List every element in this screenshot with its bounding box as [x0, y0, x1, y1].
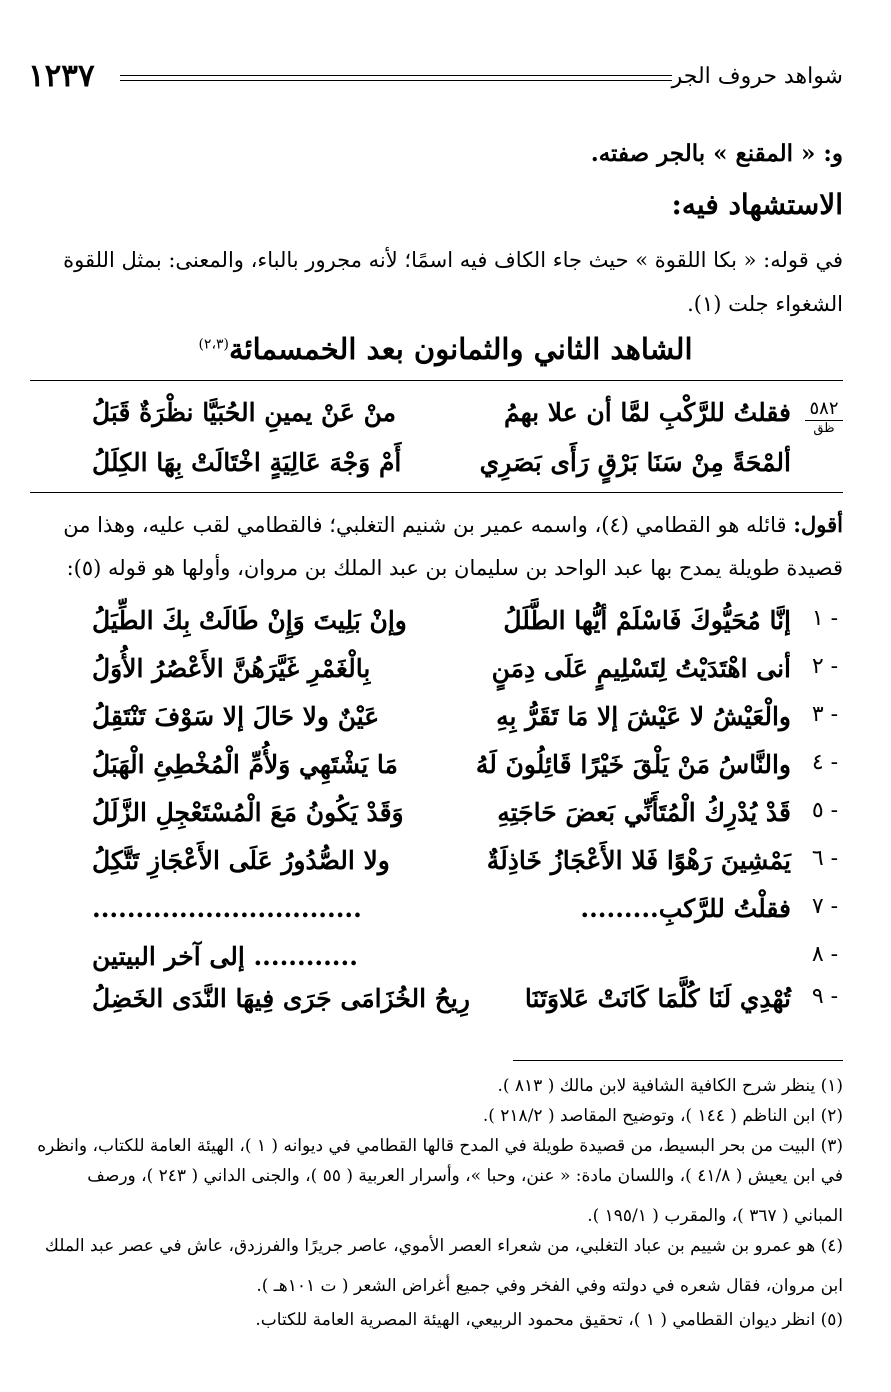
poem-line-number: ١ -: [811, 606, 839, 631]
poem-sadr: قَدْ يُدْرِكُ الْمُتَأَنِّي بَعضَ حَاجَتِهِ: [497, 798, 791, 827]
main-verse-2-sadr: ألمْحَةً مِنْ سَنَا بَرْقٍ رَأَى بَصَرِي: [479, 448, 791, 477]
poem-row: [0, 984, 891, 1024]
poem-row: [0, 798, 891, 838]
poem-line-number: ٣ -: [811, 702, 839, 727]
poem-row: [0, 846, 891, 886]
footnote-line: في ابن يعيش ( ٤١/٨ )، واللسان مادة: « عنن، وحبا »، وأسرار العربية ( ٥٥ )، والجنى الداني ( ٢٤٣ )، ورصف: [87, 1166, 843, 1186]
commentary-line-2: قصيدة طويلة يمدح بها عبد الواحد بن سليمان بن عبد الملك بن مروان، وأولها هو قوله (٥):: [66, 556, 843, 580]
poem-ajuz: وإنْ بَلِيتَ وَإِنْ طَالَتْ بِكَ الطِّيَلُ: [92, 606, 407, 635]
poem-sadr: فقلْتُ للرَّكبِ.........: [580, 894, 791, 923]
running-header-title: شواهد حروف الجر: [671, 64, 843, 89]
poem-line-number: ٩ -: [811, 984, 839, 1009]
poem-line-number: ٥ -: [811, 798, 839, 823]
poem-row: [0, 702, 891, 742]
verse-meter-tag: ظق: [813, 421, 835, 436]
poem-sadr: والْعَيْشُ لا عَيْشَ إلا مَا تَقَرُّ بِهِ: [496, 702, 791, 731]
poem-sadr: أنى اهْتَدَيْتُ لِتَسْلِيمٍ عَلَى دِمَنٍ: [491, 654, 791, 683]
header-rule-double: [120, 80, 672, 81]
istishhad-line-2: الشغواء جلت (١).: [687, 292, 843, 316]
poem-row: [0, 654, 891, 694]
poem-row: [0, 942, 891, 982]
poem-line-number: ٢ -: [811, 654, 839, 679]
poem-ajuz: ولا الصُّدُورُ عَلَى الأَعْجَازِ تَتَّكِلُ: [92, 846, 390, 875]
poem-row: [0, 606, 891, 646]
poem-sadr: إنَّا مُحَيُّوكَ فَاسْلَمْ أيُّها الطَّلَلُ: [503, 606, 791, 635]
poem-ajuz: ...............................: [92, 894, 362, 923]
page-number: ١٢٣٧: [28, 58, 95, 94]
shahid-title-text: الشاهد الثاني والثمانون بعد الخمسمائة: [228, 332, 693, 366]
footnote-line: (٤) هو عمرو بن شييم بن عباد التغلبي، من شعراء العصر الأموي، عاصر جريرًا والفرزدق، عاش في عصر عبد الملك: [44, 1236, 843, 1256]
poem-ajuz: ............ إلى آخر البيتين: [92, 942, 358, 971]
footnote-line: ابن مروان، فقال شعره في دولته وفي الفخر وفي جميع أغراض الشعر ( ت ١٠١هـ ).: [256, 1276, 843, 1296]
verse-number-block: [805, 398, 843, 436]
footnote-line: (١) ينظر شرح الكافية الشافية لابن مالك ( ٨١٣ ).: [497, 1076, 843, 1096]
commentary-line-1-text: قائله هو القطامي (٤)، واسمه عمير بن شنيم التغلبي؛ فالقطامي لقب عليه، وهذا من: [63, 513, 794, 537]
main-verse-1-sadr: فقلتُ للرَّكْبِ لمَّا أن علا بهمُ: [503, 398, 791, 427]
poem-line-number: ٦ -: [811, 846, 839, 871]
shahid-footnote-refs: (٢،٣): [198, 336, 229, 353]
verse-number: ٥٨٢: [805, 398, 843, 421]
poem-row: [0, 894, 891, 934]
footnote-line: (٥) انظر ديوان القطامي ( ١ )، تحقيق محمود الربيعي، الهيئة المصرية العامة للكتاب.: [255, 1310, 843, 1330]
poem-sadr: والنَّاسُ مَنْ يَلْقَ خَيْرًا قَائِلُونَ لَهُ: [475, 750, 791, 779]
header-rule: [120, 75, 672, 76]
poem-sadr: تُهْدِي لَنَا كُلَّمَا كَانَتْ عَلاوَتَنَا: [524, 984, 791, 1013]
poem-ajuz: مَا يَشْتَهِي وَلأُمِّ الْمُخْطِئِ الْهَبَلُ: [92, 750, 398, 779]
poem-ajuz: رِيحُ الخُزَامَى جَرَى فِيهَا النَّدَى الخَضِلُ: [92, 984, 470, 1013]
shahid-title: [0, 332, 891, 366]
footnote-separator: [513, 1060, 843, 1061]
poem-line-number: ٨ -: [811, 942, 839, 967]
footnote-line: (٢) ابن الناظم ( ١٤٤ )، وتوضيح المقاصد ( ٢١٨/٢ ).: [482, 1106, 843, 1126]
poem-line-number: ٧ -: [811, 894, 839, 919]
poem-ajuz: بِالْغَمْرِ غَيَّرَهُنَّ الأَعْصُرُ الأُوَلُ: [92, 654, 371, 683]
verse-box-top-rule: [30, 380, 843, 381]
poem-line-number: ٤ -: [811, 750, 839, 775]
poem-ajuz: عَيْنٌ ولا حَالَ إلا سَوْفَ تَنْتَقِلُ: [92, 702, 380, 731]
istishhad-line-1: في قوله: « بكا اللقوة » حيث جاء الكاف فيه اسمًا؛ لأنه مجرور بالباء، والمعنى: بمثل اللقوة: [63, 248, 843, 272]
verse-box-bottom-rule: [30, 492, 843, 493]
footnote-line: المباني ( ٣٦٧ )، والمقرب ( ١٩٥/١ ).: [587, 1206, 843, 1226]
footnote-line: (٣) البيت من بحر البسيط، من قصيدة طويلة في المدح قالها القطامي في ديوانه ( ١ )، الهيئة العامة للكتاب، وانظره: [37, 1136, 843, 1156]
commentary-line-1: [30, 512, 843, 537]
main-verse-2-ajuz: أَمْ وَجْهَ عَالِيَةٍ اخْتَالَتْ بِهَا الكِلَلُ: [92, 448, 402, 477]
poem-sadr: يَمْشِينَ رَهْوًا فَلا الأَعْجَازُ خَاذِلَةٌ: [486, 846, 791, 875]
main-verse-1-ajuz: منْ عَنْ يمينِ الحُبَيَّا نظْرَةٌ قَبَلُ: [92, 398, 397, 427]
commentary-lead: أقول:: [793, 512, 843, 537]
poem-row: [0, 750, 891, 790]
istishhad-heading: الاستشهاد فيه:: [671, 188, 843, 221]
waw-explanation-line: و: « المقنع » بالجر صفته.: [590, 140, 843, 167]
poem-ajuz: وَقَدْ يَكُونُ مَعَ الْمُسْتَعْجِلِ الزَّلَلُ: [92, 798, 404, 827]
